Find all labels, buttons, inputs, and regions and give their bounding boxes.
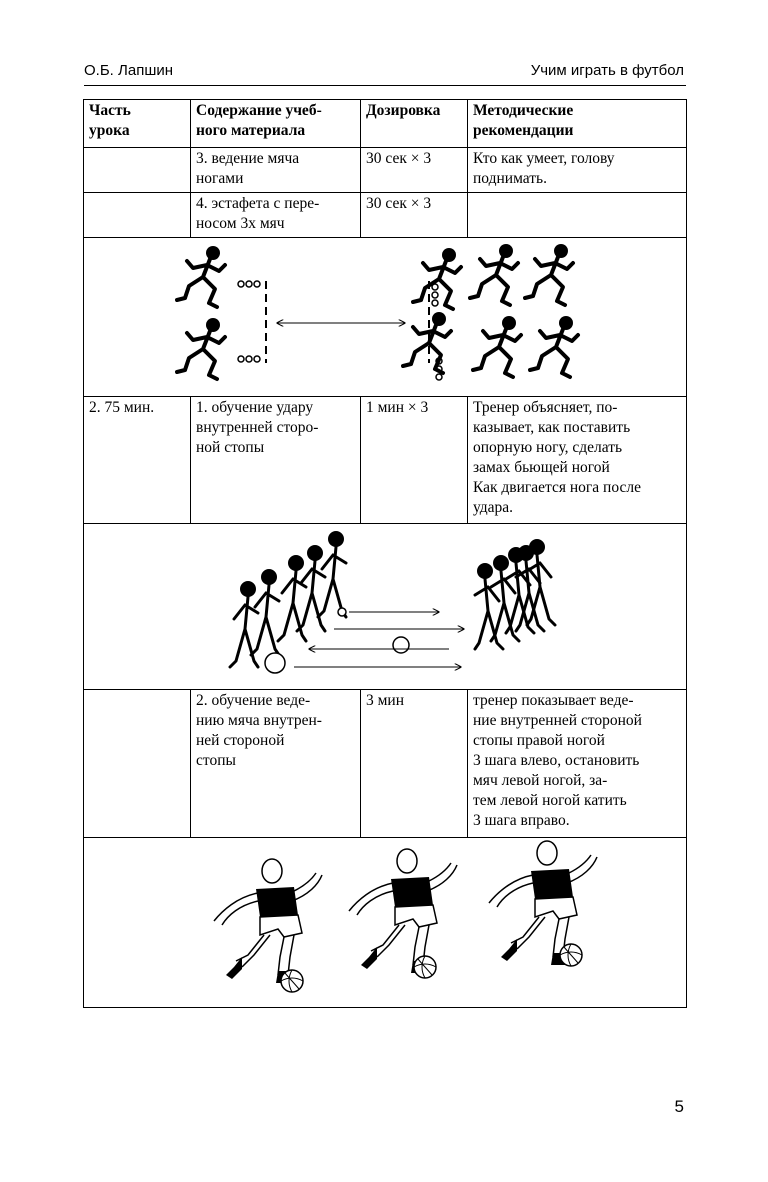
table-header-row [84, 100, 687, 148]
cell-content: 4. эстафета с пере- носом 3х мяч [191, 193, 361, 238]
cell-content: 2. обучение веде- нию мяча внутрен- ней стороной стопы [191, 690, 361, 838]
ball-icon [338, 608, 346, 616]
cell-recommendations: Кто как умеет, голову поднимать. [468, 148, 687, 193]
table-row [84, 148, 687, 193]
passing-figure-cell [84, 524, 687, 690]
relay-figure [89, 239, 690, 394]
ball-icon [393, 637, 409, 653]
column-header-dosage: Дозировка [361, 100, 468, 148]
header-rule [84, 85, 686, 86]
cell-dosage: 30 сек × 3 [361, 193, 468, 238]
header-author: О.Б. Лапшин [84, 62, 174, 79]
cell-recommendations: тренер показывает веде- ние внутренней стороной стопы правой ногой 3 шага влево, остановить мяч левой ногой, за- тем левой ногой катить 3 шага вправо. [468, 690, 687, 838]
cell-part [84, 193, 191, 238]
column-header-recommendations: Методические рекомендации [468, 100, 687, 148]
ball-icon [560, 944, 582, 966]
ball-icon [265, 653, 285, 673]
player-icon [527, 539, 555, 625]
cell-recommendations: Тренер объясняет, по- казывает, как поставить опорную ногу, сделать замах бьющей ногой Как двигается нога после удара. [468, 397, 687, 524]
figure-row [84, 838, 687, 1008]
dribbling-figure [89, 839, 690, 1005]
ball-icons [238, 281, 260, 362]
table-row [84, 193, 687, 238]
runner-icon [177, 246, 225, 307]
player-icon [349, 849, 457, 973]
cell-dosage: 3 мин [361, 690, 468, 838]
relay-figure-cell [84, 238, 687, 397]
runner-icon [530, 316, 578, 377]
runner-icon [470, 244, 518, 305]
cell-content: 1. обучение удару внутренней сторо- ной стопы [191, 397, 361, 524]
passing-figure [89, 525, 690, 687]
runner-icon [473, 316, 521, 377]
column-header-content: Содержание учеб- ного материала [191, 100, 361, 148]
runner-icon [525, 244, 573, 305]
cell-dosage: 30 сек × 3 [361, 148, 468, 193]
player-icon [475, 563, 503, 649]
figure-row [84, 238, 687, 397]
table-row [84, 690, 687, 838]
cell-recommendations [468, 193, 687, 238]
runner-icon [403, 312, 451, 373]
ball-icon [281, 970, 303, 992]
header-book-title: Учим играть в футбол [530, 62, 684, 79]
player-icon [489, 841, 597, 965]
cell-part: 2. 75 мин. [84, 397, 191, 524]
player-icon [214, 859, 322, 983]
column-header-part: Часть урока [84, 100, 191, 148]
cell-part [84, 148, 191, 193]
figure-row [84, 524, 687, 690]
cell-dosage: 1 мин × 3 [361, 397, 468, 524]
cell-part [84, 690, 191, 838]
runner-icon [177, 318, 225, 379]
table-row [84, 397, 687, 524]
dribbling-figure-cell [84, 838, 687, 1008]
cell-content: 3. ведение мяча ногами [191, 148, 361, 193]
ball-icon [414, 956, 436, 978]
lesson-table [83, 99, 687, 1008]
page-number: 5 [674, 1097, 684, 1116]
